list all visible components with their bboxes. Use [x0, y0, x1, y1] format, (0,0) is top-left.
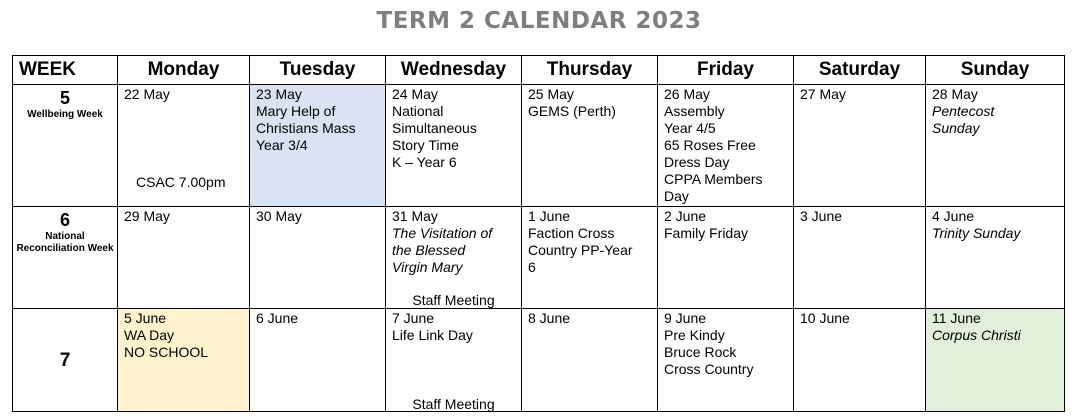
day-date: 4 June: [932, 208, 975, 224]
day-cell-monday: [118, 85, 250, 207]
day-date: 7 June: [392, 310, 435, 326]
week-row: [13, 207, 1065, 309]
day-cell-thursday: [522, 309, 658, 412]
day-date: 30 May: [256, 208, 302, 224]
day-date: 23 May: [256, 86, 302, 102]
week-row: [13, 309, 1065, 412]
header-wednesday: Wednesday: [386, 56, 522, 85]
event-note: Staff Meeting: [412, 396, 495, 412]
day-date: 11 June: [932, 310, 981, 326]
week-label: National Reconciliation Week: [16, 231, 114, 254]
day-cell-monday: [118, 309, 250, 412]
feast-text: Virgin Mary: [392, 259, 463, 275]
day-date: 10 June: [800, 310, 850, 326]
event-text: Assembly: [664, 103, 725, 119]
day-cell-sunday: [926, 309, 1065, 412]
event-text: Day: [664, 188, 689, 204]
event-note: Staff Meeting: [412, 292, 495, 308]
event-text: K – Year 6: [392, 154, 457, 170]
feast-text: The Visitation of: [392, 225, 493, 241]
week-number: 6: [59, 210, 70, 230]
day-date: 9 June: [664, 310, 707, 326]
event-text: Year 4/5: [664, 120, 716, 136]
day-date: 8 June: [528, 310, 571, 326]
event-text: WA Day: [124, 327, 175, 343]
day-date: 6 June: [256, 310, 299, 326]
week-cell: [13, 309, 118, 412]
week-number: 5: [59, 88, 70, 108]
day-date: 26 May: [664, 86, 710, 102]
header-thursday: Thursday: [522, 56, 658, 85]
feast-text: Pentecost: [932, 103, 995, 119]
header-friday: Friday: [658, 56, 794, 85]
day-date: 27 May: [800, 86, 846, 102]
day-cell-saturday: [794, 207, 926, 309]
event-text: NO SCHOOL: [124, 344, 209, 360]
day-cell-thursday: [522, 85, 658, 207]
event-text: Bruce Rock: [664, 344, 737, 360]
week-row: [13, 85, 1065, 207]
event-text: CPPA Members: [664, 171, 763, 187]
event-text: Cross Country: [664, 361, 754, 377]
day-cell-tuesday: [250, 207, 386, 309]
day-date: 28 May: [932, 86, 978, 102]
week-cell: [13, 85, 118, 207]
event-note: CSAC 7.00pm: [136, 174, 226, 190]
day-cell-friday: [658, 207, 794, 309]
day-cell-wednesday: [386, 85, 522, 207]
feast-text: the Blessed: [392, 242, 466, 258]
day-date: 3 June: [800, 208, 843, 224]
day-date: 25 May: [528, 86, 574, 102]
event-text: Faction Cross: [528, 225, 615, 241]
week-number: 7: [59, 350, 71, 371]
event-text: Pre Kindy: [664, 327, 725, 343]
header-sunday: Sunday: [926, 56, 1065, 85]
event-text: Year 3/4: [256, 137, 308, 153]
day-date: 29 May: [124, 208, 170, 224]
day-cell-saturday: [794, 309, 926, 412]
event-text: National: [392, 103, 444, 119]
event-text: Dress Day: [664, 154, 730, 170]
day-cell-thursday: [522, 207, 658, 309]
day-cell-friday: [658, 309, 794, 412]
day-date: 22 May: [124, 86, 170, 102]
feast-text: Sunday: [932, 120, 980, 136]
header-saturday: Saturday: [794, 56, 926, 85]
event-text: Story Time: [392, 137, 459, 153]
header-monday: Monday: [118, 56, 250, 85]
day-cell-tuesday: [250, 85, 386, 207]
feast-text: Corpus Christi: [932, 327, 1021, 343]
day-cell-wednesday: [386, 309, 522, 412]
day-date: 24 May: [392, 86, 438, 102]
event-text: GEMS (Perth): [528, 103, 616, 119]
event-text: Life Link Day: [392, 327, 473, 343]
event-text: Simultaneous: [392, 120, 477, 136]
event-text: Family Friday: [664, 225, 749, 241]
day-cell-sunday: [926, 85, 1065, 207]
feast-text: Trinity Sunday: [932, 225, 1021, 241]
header-tuesday: Tuesday: [250, 56, 386, 85]
header-row: [13, 56, 1065, 85]
day-date: 31 May: [392, 208, 438, 224]
day-cell-saturday: [794, 85, 926, 207]
event-text: Country PP-Year: [528, 242, 633, 258]
day-cell-tuesday: [250, 309, 386, 412]
day-date: 2 June: [664, 208, 707, 224]
day-cell-sunday: [926, 207, 1065, 309]
calendar-table: [12, 55, 1065, 412]
week-cell: [13, 207, 118, 309]
day-date: 1 June: [528, 208, 571, 224]
day-cell-friday: [658, 85, 794, 207]
week-label: Wellbeing Week: [27, 109, 103, 120]
day-cell-monday: [118, 207, 250, 309]
day-cell-wednesday: [386, 207, 522, 309]
event-text: 65 Roses Free: [664, 137, 756, 153]
event-text: 6: [528, 259, 536, 275]
header-week: WEEK: [13, 56, 118, 85]
day-date: 5 June: [124, 310, 167, 326]
event-text: Christians Mass: [256, 120, 356, 136]
event-text: Mary Help of: [256, 103, 336, 119]
page-title: TERM 2 CALENDAR 2023: [376, 8, 702, 34]
